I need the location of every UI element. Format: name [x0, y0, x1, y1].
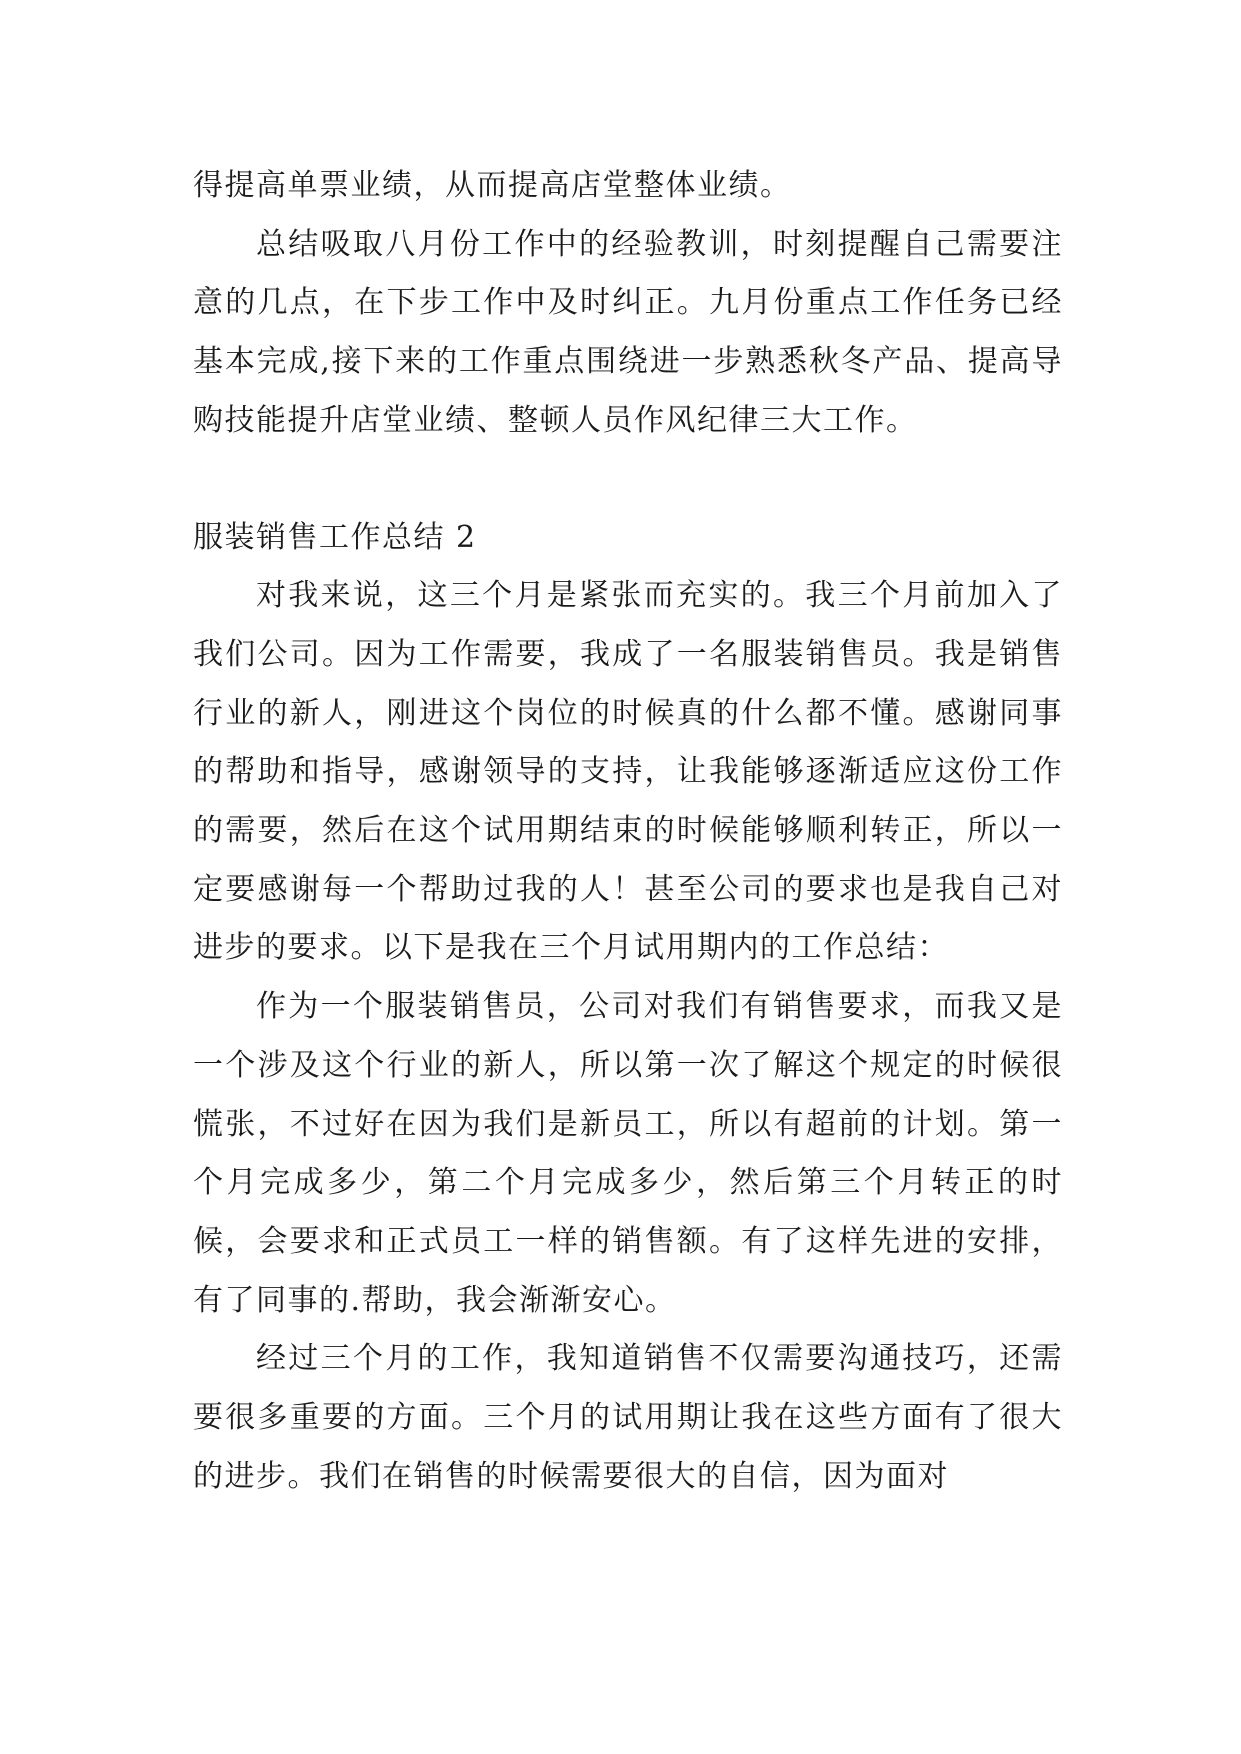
paragraph-3: 对我来说，这三个月是紧张而充实的。我三个月前加入了我们公司。因为工作需要，我成了一名服装销售员。我是销售行业的新人，刚进这个岗位的时候真的什么都不懂。感谢同事的帮助和指导，感谢领导的支持，让我能够逐渐适应这份工作的需要，然后在这个试用期结束的时候能够顺利转正，所以一定要感谢每一个帮助过我的人！甚至公司的要求也是我自己对进步的要求。以下是我在三个月试用期内的工作总结： — [193, 578, 1063, 966]
document-body — [193, 157, 1063, 1506]
paragraph-1: 得提高单票业绩，从而提高店堂整体业绩。 — [193, 168, 792, 203]
section-title: 服装销售工作总结 2 — [193, 519, 477, 555]
paragraph-5: 经过三个月的工作，我知道销售不仅需要沟通技巧，还需要很多重要的方面。三个月的试用期让我在这些方面有了很大的进步。我们在销售的时候需要很大的自信，因为面对 — [193, 1341, 1063, 1494]
paragraph-2: 总结吸取八月份工作中的经验教训，时刻提醒自己需要注意的几点，在下步工作中及时纠正。九月份重点工作任务已经基本完成,接下来的工作重点围绕进一步熟悉秋冬产品、提高导购技能提升店堂业绩、整顿人员作风纪律三大工作。 — [193, 226, 1063, 438]
paragraph-4: 作为一个服装销售员，公司对我们有销售要求，而我又是一个涉及这个行业的新人，所以第一次了解这个规定的时候很慌张，不过好在因为我们是新员工，所以有超前的计划。第一个月完成多少，第二个月完成多少，然后第三个月转正的时候，会要求和正式员工一样的销售额。有了这样先进的安排，有了同事的.帮助，我会渐渐安心。 — [193, 989, 1063, 1318]
